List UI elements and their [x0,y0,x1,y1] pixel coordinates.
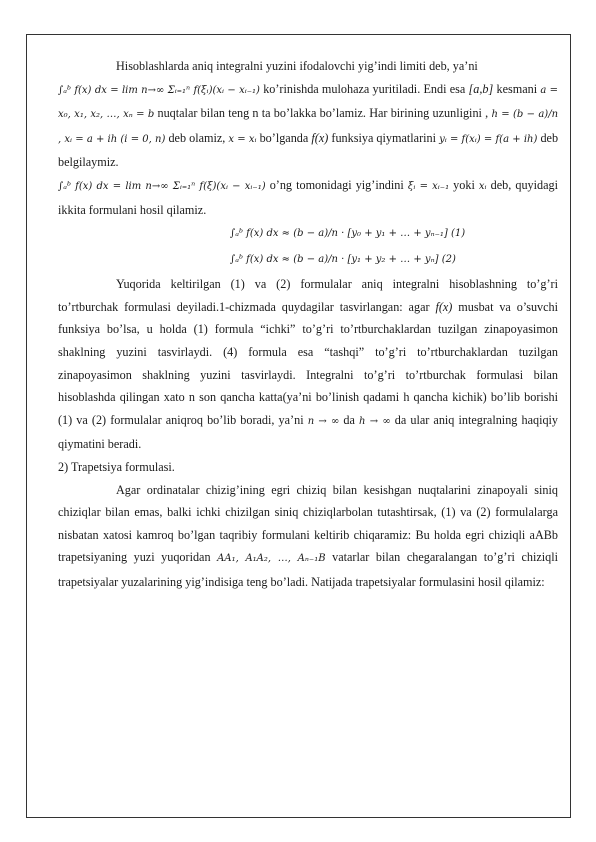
text-run: bo’lganda [259,130,309,145]
text-run: musbat va o’suvchi funksiya bo’lsa, u holda (1) formula “ichki” to’g’ri to’rtburchaklardan tuzilgan zinapoyasimon shaklning yuzini tasvirlaydi. (4) formula esa “tashqi” to’g’ri to’rtburchaklardan tuzilgan zinapoyasimon shaklning yuzini tasvirlaydi. Integralni to’g’ri to’rtburchak formulasi bilan hisoblashda qilingan xato n son qancha katta(ya’ni bo’linish qadami h qancha kichik) bo’lib borishi (1) va (2) formulalar aniqroq bo’lib boradi, ya’ni [58,299,559,427]
text-run: deb, quyidagi ikkita formulani hosil qilamiz. [58,177,559,217]
text-run: da ular aniq integralning haqiqiy qiymatini beradi. [58,412,559,452]
fx-label: f(x) [435,299,453,314]
text-run: deb olamiz, [168,130,226,145]
text-run: o’ng tomonidagi yig’indini [269,177,404,192]
document-body [58,55,558,593]
x-equals-xi: x = xᵢ [228,133,257,145]
text-run: kesmani [496,81,538,96]
text-run: deb belgilaymiz. [58,130,559,170]
text-run: vatarlar bilan chegaralangan to’g’ri chiziqli trapetsiyalar yuzalarining yig’indisiga teng bo’ladi. Natijada trapetsiyalar formulasini hosil qilamiz: [58,550,558,589]
chords-formula: AA₁, A₁A₂, …, Aₙ₋₁B [217,553,326,565]
xi-alt: xᵢ [478,180,487,192]
paragraph-3 [58,273,558,456]
paragraph-1 [58,55,558,78]
section-heading-2: 2) Trapetsiya formulasi. [58,459,175,474]
limit-h: h → ∞ [359,415,391,427]
limit-n: n → ∞ [307,415,340,427]
fx-label: f(x) [311,130,329,145]
paragraph-4 [58,479,558,594]
step-formula: h = (b − a)/n , xᵢ = a + ih (i = 0, n) [58,109,559,145]
text-run: Yuqorida keltirilgan (1) va (2) formulalar aniq integralni hisoblashning to’g’ri to’rtburchak formulasi deyiladi.1-chizmada quydagilar tasvirlangan: agar [58,277,558,314]
text-run: ko’rinishda mulohaza yuritiladi. Endi esa [263,81,466,96]
formula-2: ∫ₐᵇ f(x) dx ≈ (b − a)/n · [y₁ + y₂ + … + yₙ] (2) [230,254,456,266]
text-run: Agar ordinatalar chizig’ining egri chiziq bilan kesishgan nuqtalarini zinapoyali siniq chiziqlar bilan emas, balki ichki chizilgan siniq chiziqlarbolan tutashtirsak, (1) va (2) formulalarga nisbatan xatosi kamroq bo’lgan taqribiy formulani keltirib chiqaramiz: Bu holda egri chiziqli aABb trapetsiyaning yuzi yuqoridan [58,482,558,565]
yi-formula: yᵢ = f(xᵢ) = f(a + ih) [439,133,538,145]
interval: [a,b] [468,81,494,96]
formula-riemann: ∫ₐᵇ f(x) dx = lim n→∞ Σᵢ₌₁ⁿ f(ξᵢ)(xᵢ − xᵢ₋₁) [58,84,260,96]
paragraph-1-cont [58,78,558,174]
partition-formula: a = x₀, x₁, x₂, …, xₙ = b [58,84,559,121]
text-run: funksiya qiymatlarini [331,130,437,145]
text-run: nuqtalar bilan teng n ta bo’lakka bo’lamiz. Har birining uzunligini , [157,106,489,121]
text-run: Hisoblashlarda aniq integralni yuzini ifodalovchi yig’indi limiti deb, ya’ni [116,59,478,73]
text-run: yoki [453,177,475,192]
formula-riemann-2: ∫ₐᵇ f(x) dx = lim n→∞ Σᵢ₌₁ⁿ f(ξ)(xᵢ − xᵢ₋₁) [58,180,266,192]
paragraph-2 [58,174,558,221]
xi-choice: ξᵢ = xᵢ₋₁ [407,180,450,192]
formula-1: ∫ₐᵇ f(x) dx ≈ (b − a)/n · [y₀ + y₁ + … + yₙ₋₁] (1) [230,228,466,240]
text-run: da [343,412,355,427]
